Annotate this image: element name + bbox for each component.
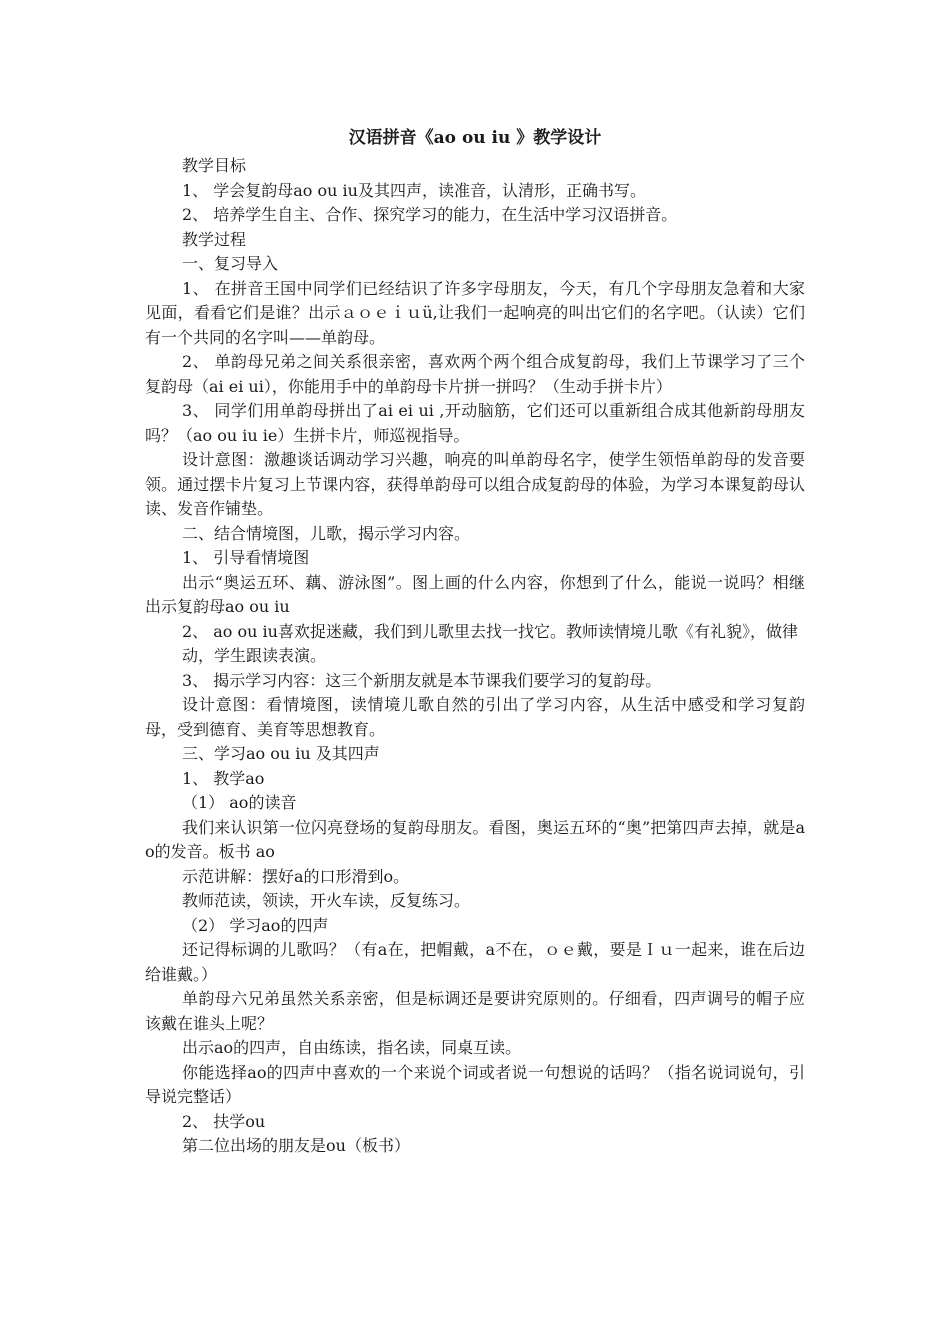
section-heading-situation: 二、结合情境图，儿歌，揭示学习内容。 [182, 523, 471, 543]
paragraph: 1、 引导看情境图 [182, 548, 310, 567]
goal-item-1: 1、 学会复韵母ao ou iu及其四声，读准音，认清形，正确书写。 [182, 180, 646, 200]
document-body [145, 154, 805, 1159]
paragraph: 2、 扶学ou [182, 1111, 266, 1131]
document-title: 汉语拼音《ao ou iu 》教学设计 [348, 128, 602, 148]
heading-teaching-process: 教学过程 [182, 229, 247, 249]
paragraph: 你能选择ao的四声中喜欢的一个来说个词或者说一句想说的话吗？（指名说词说句，引导说完整话） [145, 1062, 805, 1106]
paragraph: 3、 揭示学习内容：这三个新朋友就是本节课我们要学习的复韵母。 [182, 670, 662, 690]
goal-item-2: 2、 培养学生自主、合作、探究学习的能力，在生活中学习汉语拼音。 [182, 205, 678, 224]
design-intent-paragraph: 设计意图：看情境图，读情境儿歌自然的引出了学习内容，从生活中感受和学习复韵母，受到德育、美育等思想教育。 [145, 695, 805, 739]
section-heading-review: 一、复习导入 [182, 254, 279, 273]
paragraph: 2、 单韵母兄弟之间关系很亲密，喜欢两个两个组合成复韵母，我们上节课学习了三个复韵母（ai ei ui），你能用手中的单韵母卡片拼一拼吗？（生动手拼卡片） [145, 352, 805, 396]
paragraph: 还记得标调的儿歌吗？（有a在，把帽戴，a不在，ｏｅ戴，要是Ｉｕ一起来，谁在后边给谁戴。） [145, 940, 805, 984]
paragraph: 第二位出场的朋友是ou（板书） [182, 1136, 410, 1155]
heading-teaching-goals: 教学目标 [182, 156, 247, 175]
paragraph: 单韵母六兄弟虽然关系亲密，但是标调还是要讲究原则的。仔细看，四声调号的帽子应该戴在谁头上呢？ [145, 989, 805, 1033]
paragraph: 动，学生跟读表演。 [182, 646, 327, 665]
paragraph: 我们来认识第一位闪亮登场的复韵母朋友。看图，奥运五环的“奥”把第四声去掉，就是ao的发音。板书 ao [145, 817, 805, 861]
paragraph: 教师范读，领读，开火车读，反复练习。 [182, 891, 471, 910]
paragraph: （2） 学习ao的四声 [182, 915, 329, 935]
document-page [145, 124, 805, 1159]
paragraph: 出示“奥运五环、藕、游泳图”。图上画的什么内容，你想到了什么，能说一说吗？相继出示复韵母ao ou iu [145, 572, 805, 616]
paragraph: （1） ao的读音 [182, 793, 297, 812]
paragraph: 1、 教学ao [182, 768, 265, 788]
section-heading-learning: 三、学习ao ou iu 及其四声 [182, 744, 380, 763]
paragraph: 出示ao的四声，自由练读，指名读，同桌互读。 [182, 1038, 522, 1057]
design-intent-paragraph: 设计意图：激趣谈话调动学习兴趣，响亮的叫单韵母名字，使学生领悟单韵母的发音要领。通过摆卡片复习上节课内容，获得单韵母可以组合成复韵母的体验，为学习本课复韵母认读、发音作铺垫。 [145, 450, 805, 518]
paragraph: 1、 在拼音王国中同学们已经结识了许多字母朋友，今天，有几个字母朋友急着和大家见面，看看它们是谁？出示ａｏｅｉｕü,让我们一起响亮的叫出它们的名字吧。（认读）它们有一个共同的名字叫——单韵母。 [145, 278, 805, 347]
paragraph: 示范讲解：摆好a的口形滑到o。 [182, 866, 410, 886]
paragraph: 3、 同学们用单韵母拼出了ai ei ui ,开动脑筋，它们还可以重新组合成其他新韵母朋友吗？（ao ou iu ie）生拼卡片，师巡视指导。 [145, 401, 805, 445]
paragraph: 2、 ao ou iu喜欢捉迷藏，我们到儿歌里去找一找它。教师读情境儿歌《有礼貌》，做律 [182, 621, 798, 641]
